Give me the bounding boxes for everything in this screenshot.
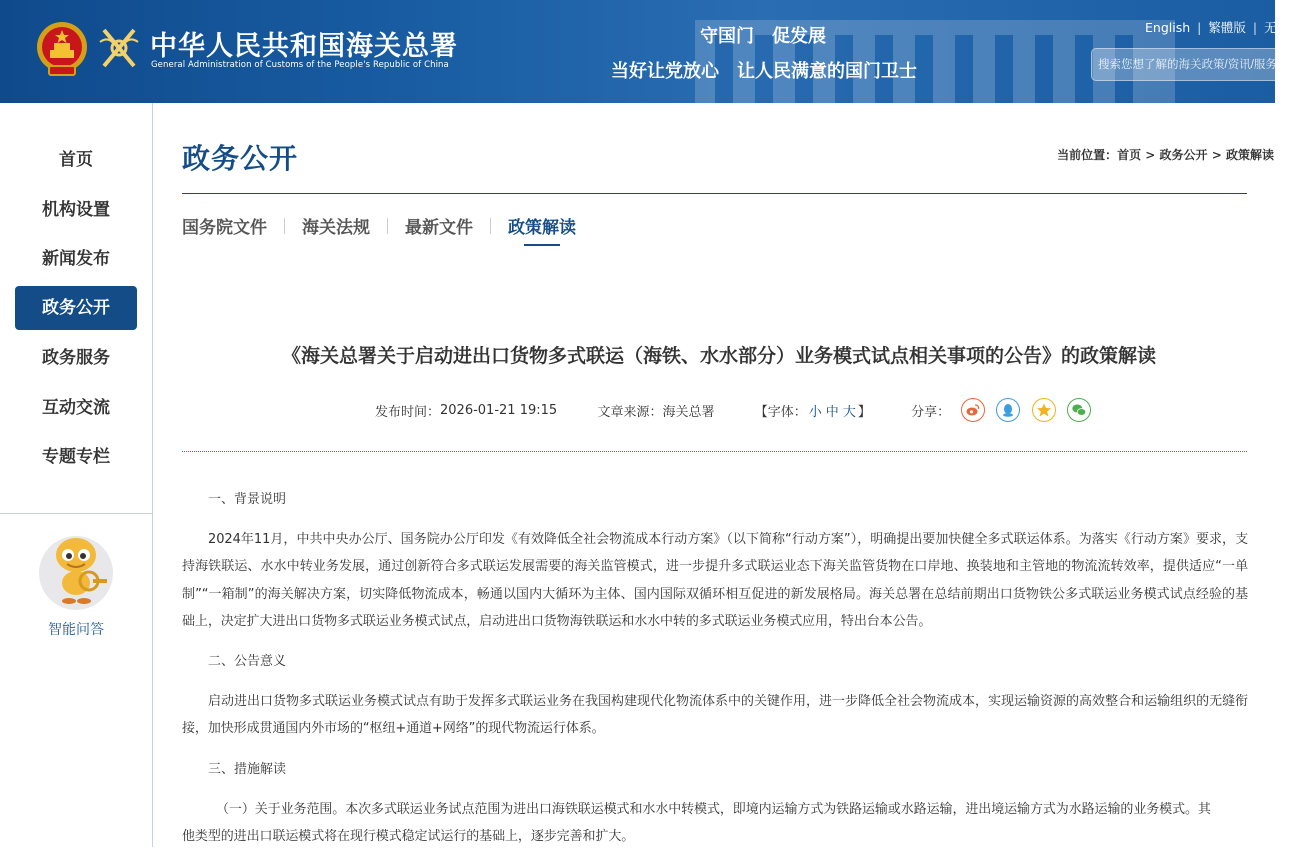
breadcrumb-separator: > [1207, 148, 1226, 162]
sidebar-item-news[interactable]: 新闻发布 [42, 249, 110, 269]
tab-separator [387, 218, 388, 234]
heading-divider [182, 193, 1247, 194]
tab-separator [284, 218, 285, 234]
breadcrumb [1057, 146, 1274, 163]
section-heading: 一、背景说明 [208, 492, 287, 507]
sidebar-item-home[interactable]: 首页 [59, 150, 93, 170]
qzone-icon[interactable] [1032, 398, 1056, 422]
tab-customs-regulations[interactable]: 海关法规 [302, 218, 370, 238]
site-title[interactable]: 中华人民共和国海关总署 [150, 31, 458, 62]
section-heading: 三、措施解读 [208, 761, 287, 777]
font-size-small-button[interactable]: 小 [808, 404, 822, 420]
qa-mascot-icon[interactable] [37, 533, 115, 613]
source-label: 文章来源： [597, 404, 663, 420]
font-size-medium-button[interactable]: 中 [825, 404, 839, 420]
english-link[interactable]: English [1145, 20, 1191, 35]
tab-policy-interpretation[interactable]: 政策解读 [508, 213, 576, 238]
category-tabs [182, 213, 576, 249]
publish-time-label: 发布时间： [375, 404, 441, 420]
weibo-icon[interactable] [961, 398, 985, 422]
tab-separator [490, 218, 491, 234]
article-body [182, 486, 1248, 863]
font-size-label: 【字体： [754, 404, 807, 420]
customs-logo-icon [96, 22, 142, 74]
article-paragraph: 启动进出口货物多式联运业务模式试点有助于发挥多式联运业务在我国构建现代化物流体系中的关键作用，进一步降低全社会物流成本，实现运输资源的高效整合和运输组织的无缝衔接，加快形成贯通国内外市场的“枢纽+通道+网络”的现代物流运行体系。 [182, 694, 1248, 737]
sidebar-divider [0, 513, 152, 514]
site-title-english: General Administration of Customs of the People's Republic of China [151, 60, 449, 70]
article-paragraph: 2024年11月，中共中央办公厅、国务院办公厅印发《有效降低全社会物流成本行动方案》（以下简称“行动方案”），明确提出要加快健全多式联运体系。为落实《行动方案》要求，支持海铁联运、水水中转业务发展，通过创新符合多式联运发展需要的海关监管模式，进一步提升多式联运业态下海关监管货物在口岸地、换装地和主管地的物流流转效率，提供适应“一单制”“一箱制”的海关解决方案，切实降低物流成本，畅通以国内大循环为主体、国内国际双循环相互促进的新发展格局。海关总署在总结前期出口货物铁公多式联运业务模式试点经验的基础上，决定扩大进出口货物多式联运业务模式试点，启动进出口货物海铁联运和水水中转的多式联运业务模式应用，特出台本公告。 [182, 532, 1248, 629]
breadcrumb-home[interactable]: 首页 [1117, 148, 1142, 162]
accessibility-link[interactable]: 无障碍 [1264, 20, 1302, 35]
breadcrumb-separator: > [1141, 148, 1160, 162]
article-paragraph-continued: 他类型的进出口联运模式将在现行模式稳定试运行的基础上，逐步完善和扩大。 [182, 829, 635, 845]
tab-latest-documents[interactable]: 最新文件 [405, 218, 473, 238]
search-input[interactable] [1091, 48, 1291, 81]
traditional-chinese-link[interactable]: 繁體版 [1208, 20, 1246, 35]
sidebar-item-interaction[interactable]: 互动交流 [42, 398, 110, 418]
breadcrumb-policy-interpretation[interactable]: 政策解读 [1225, 148, 1274, 162]
share-label: 分享： [911, 404, 951, 420]
sidebar-item-organization[interactable]: 机构设置 [42, 200, 110, 220]
sidebar-item-special-topics[interactable]: 专题专栏 [42, 447, 110, 467]
article-meta [375, 398, 1091, 422]
slogan-line-2: 当好让党放心 让人民满意的国门卫士 [611, 61, 917, 82]
font-size-label-close: 】 [857, 404, 871, 420]
article-source: 海关总署 [662, 404, 715, 420]
article-paragraph: （一）关于业务范围。本次多式联运业务试点范围为进出口海铁联运模式和水水中转模式，即境内运输方式为铁路运输或水路运输，进出境运输方式为水路运输的业务模式。其 [216, 801, 1211, 817]
qq-icon[interactable] [996, 398, 1020, 422]
page-title: 政务公开 [182, 142, 299, 175]
slogan-line-1: 守国门 促发展 [700, 26, 826, 47]
site-header [0, 0, 1302, 103]
link-separator: | [1197, 20, 1202, 35]
breadcrumb-prefix: 当前位置： [1057, 148, 1118, 162]
font-size-large-button[interactable]: 大 [842, 404, 856, 420]
publish-time: 2026-01-21 19:15 [440, 402, 558, 418]
national-emblem-icon [35, 20, 89, 78]
breadcrumb-government-affairs[interactable]: 政务公开 [1159, 148, 1208, 162]
sidebar-item-services[interactable]: 政务服务 [42, 348, 110, 368]
link-separator: | [1252, 20, 1258, 35]
sidebar-nav [0, 103, 153, 847]
article-title: 《海关总署关于启动进出口货物多式联运（海铁、水水部分）业务模式试点相关事项的公告》的政策解读 [281, 345, 1156, 367]
meta-divider [182, 451, 1247, 452]
qa-link[interactable]: 智能问答 [48, 622, 104, 638]
top-links [1145, 18, 1302, 36]
section-heading: 二、公告意义 [208, 654, 287, 670]
tab-state-council-documents[interactable]: 国务院文件 [182, 218, 267, 238]
sidebar-item-government-affairs[interactable]: 政务公开 [15, 286, 137, 330]
wechat-icon[interactable] [1067, 398, 1091, 422]
